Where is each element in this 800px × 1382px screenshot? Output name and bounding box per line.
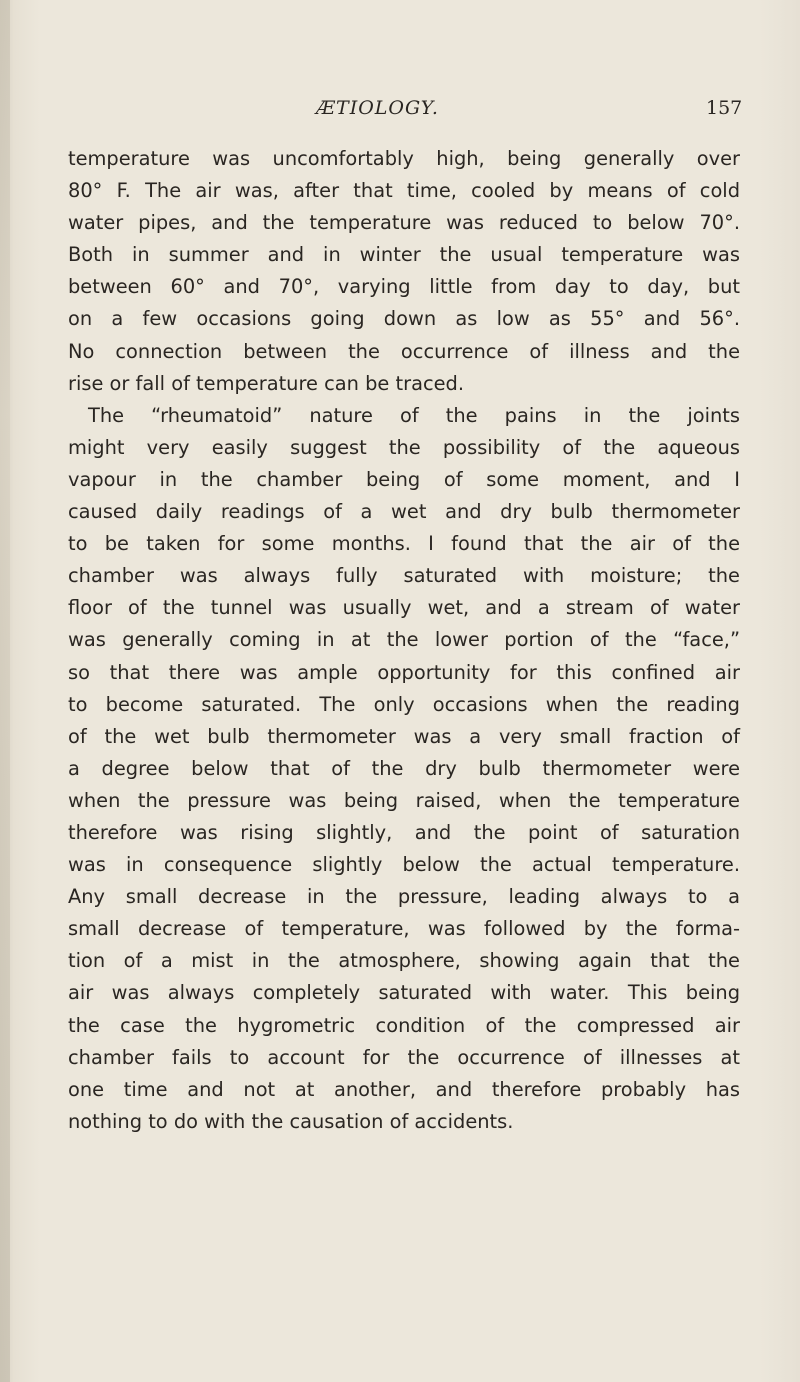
text-line: might very easily suggest the possibility of the aqueous	[68, 435, 740, 459]
text-line: to become saturated. The only occasions when the reading	[68, 692, 740, 716]
text-line: the case the hygrometric condition of the compressed air	[68, 1013, 740, 1037]
text-line: air was always completely saturated with water. This being	[68, 981, 740, 1005]
text-line: small decrease of temperature, was followed by the forma-	[68, 917, 740, 941]
text-line: water pipes, and the temperature was reduced to below 70°.	[68, 211, 740, 235]
paragraph-end-line: rise or fall of temperature can be traced.	[68, 371, 465, 395]
text-line: floor of the tunnel was usually wet, and a stream of water	[68, 596, 740, 620]
text-line: caused daily readings of a wet and dry bulb thermometer	[68, 500, 740, 524]
text-line: was in consequence slightly below the actual temperature.	[68, 853, 740, 877]
text-line: 80° F. The air was, after that time, cooled by means of cold	[68, 179, 740, 203]
text-line: between 60° and 70°, varying little from day to day, but	[68, 275, 740, 299]
text-line: temperature was uncomfortably high, being generally over	[68, 147, 740, 170]
text-line: on a few occasions going down as low as 55° and 56°.	[68, 307, 740, 331]
text-line: so that there was ample opportunity for this confined air	[68, 660, 740, 684]
text-line: tion of a mist in the atmosphere, showing again that the	[68, 949, 740, 973]
text-line: to be taken for some months. I found that the air of the	[68, 532, 740, 556]
paragraph-start-line: The “rheumatoid” nature of the pains in the joints	[88, 403, 740, 427]
text-line: a degree below that of the dry bulb thermometer were	[68, 756, 740, 780]
paragraph-end-line: nothing to do with the causation of accidents.	[68, 1109, 514, 1133]
text-line: of the wet bulb thermometer was a very small fraction of	[68, 724, 740, 748]
running-head-title: ÆTIOLOGY.	[316, 97, 439, 119]
text-line: one time and not at another, and therefore probably has	[68, 1077, 740, 1101]
text-line: chamber fails to account for the occurrence of illnesses at	[68, 1045, 740, 1069]
text-line: vapour in the chamber being of some moment, and I	[68, 467, 740, 491]
text-line: therefore was rising slightly, and the point of saturation	[68, 820, 740, 844]
text-line: No connection between the occurrence of illness and the	[68, 339, 740, 363]
text-line: was generally coming in at the lower portion of the “face,”	[68, 628, 740, 652]
text-line: when the pressure was being raised, when the temperature	[68, 788, 740, 812]
text-line: Any small decrease in the pressure, leading always to a	[68, 885, 740, 909]
text-line: chamber was always fully saturated with moisture; the	[68, 564, 740, 588]
body-text	[68, 143, 740, 1138]
page-number: 157	[706, 97, 743, 119]
page-edge-shading	[0, 0, 10, 1382]
running-head	[0, 97, 800, 127]
text-line: Both in summer and in winter the usual temperature was	[68, 243, 740, 267]
